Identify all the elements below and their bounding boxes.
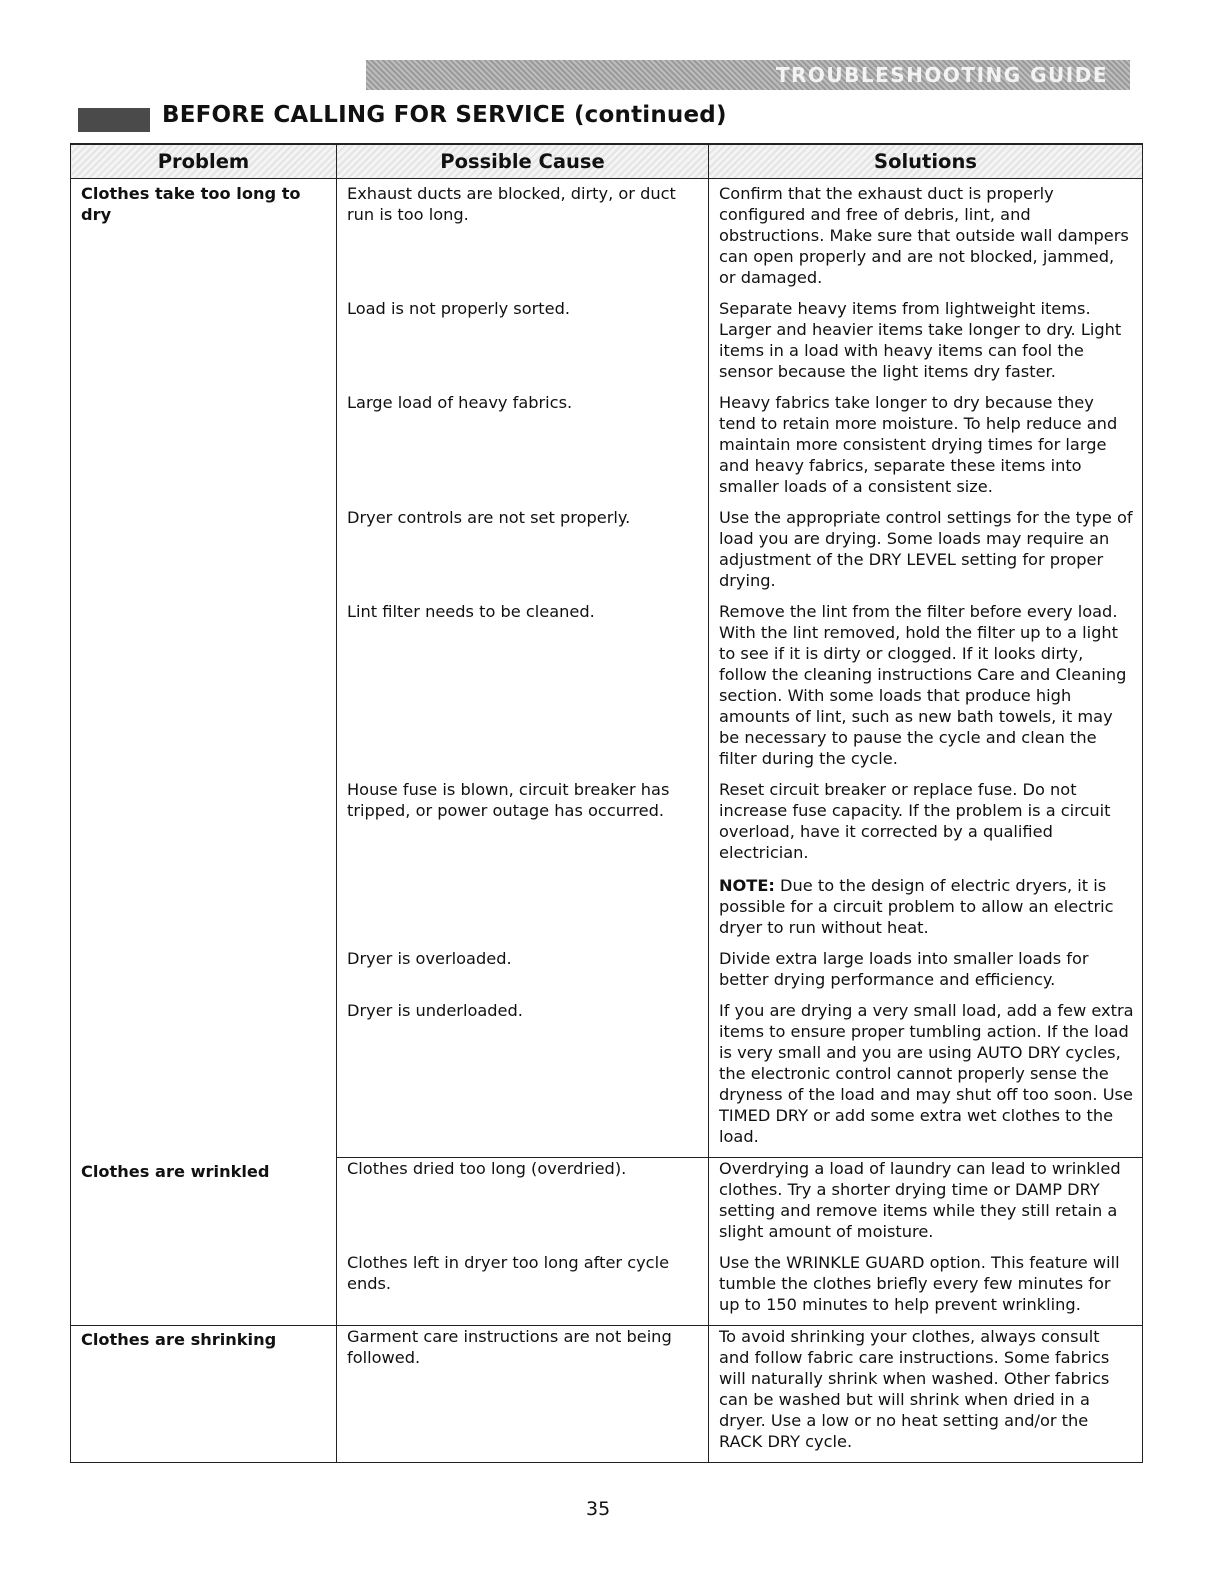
cause-cell: Load is not properly sorted. [337,298,709,392]
problem-cell: Clothes are wrinkled [71,1158,337,1326]
section-banner [366,60,1130,90]
cause-cell: Large load of heavy fabrics. [337,392,709,507]
note-label: NOTE: [719,876,775,895]
solution-cell: Separate heavy items from lightweight items. Larger and heavier items take longer to dry. Light items in a load with heavy items can fool the sensor because the light items dry faster. [709,298,1143,392]
page-number: 35 [586,1498,611,1520]
column-header-cause: Possible Cause [337,144,709,179]
problem-cell: Clothes are shrinking [71,1326,337,1463]
cause-cell: Clothes left in dryer too long after cycle ends. [337,1252,709,1326]
solution-cell: Overdrying a load of laundry can lead to wrinkled clothes. Try a shorter drying time or DAMP DRY setting and remove items while they still retain a slight amount of moisture. [709,1158,1143,1253]
note-text: Due to the design of electric dryers, it is possible for a circuit problem to allow an electric dryer to run without heat. [719,876,1114,937]
section-marker [78,108,150,132]
solution-cell: Use the WRINKLE GUARD option. This feature will tumble the clothes briefly every few minutes for up to 150 minutes to help prevent wrinkling. [709,1252,1143,1326]
solution-cell: Use the appropriate control settings for the type of load you are drying. Some loads may require an adjustment of the DRY LEVEL setting for proper drying. [709,507,1143,601]
cause-cell: Dryer is underloaded. [337,1000,709,1158]
solution-text: Reset circuit breaker or replace fuse. Do not increase fuse capacity. If the problem is a circuit overload, have it corrected by a qualified electrician. [719,780,1111,862]
cause-cell: Garment care instructions are not being followed. [337,1326,709,1463]
banner-title: TROUBLESHOOTING GUIDE [775,63,1108,87]
problem-cell: Clothes take too long to dry [71,179,337,1158]
column-header-solutions: Solutions [709,144,1143,179]
solution-cell: Divide extra large loads into smaller loads for better drying performance and efficiency. [709,948,1143,1000]
column-header-problem: Problem [71,144,337,179]
table-row [71,1158,1143,1253]
note-paragraph [719,875,1134,938]
page-title: BEFORE CALLING FOR SERVICE (continued) [162,102,727,128]
solution-cell: Heavy fabrics take longer to dry because they tend to retain more moisture. To help reduce and maintain more consistent drying times for large and heavy fabrics, separate these items into smaller loads of a consistent size. [709,392,1143,507]
cause-cell: Lint filter needs to be cleaned. [337,601,709,779]
solution-cell: Remove the lint from the filter before every load. With the lint removed, hold the filter up to a light to see if it is dirty or clogged. If it looks dirty, follow the cleaning instructions Care and Cleaning section. With some loads that produce high amounts of lint, such as new bath towels, it may be necessary to pause the cycle and clean the filter during the cycle. [709,601,1143,779]
cause-cell: Dryer controls are not set properly. [337,507,709,601]
cause-cell: Exhaust ducts are blocked, dirty, or duct run is too long. [337,179,709,299]
table-header-row [71,144,1143,179]
cause-cell: Clothes dried too long (overdried). [337,1158,709,1253]
cause-cell: House fuse is blown, circuit breaker has tripped, or power outage has occurred. [337,779,709,948]
solution-cell: To avoid shrinking your clothes, always consult and follow fabric care instructions. Some fabrics will naturally shrink when washed. Other fabrics can be washed but will shrink when dried in a dryer. Use a low or no heat setting and/or the RACK DRY cycle. [709,1326,1143,1463]
table-row [71,179,1143,299]
solution-cell: Confirm that the exhaust duct is properly configured and free of debris, lint, and obstructions. Make sure that outside wall dampers can open properly and are not blocked, jammed, or damaged. [709,179,1143,299]
troubleshooting-table [70,143,1143,1463]
table-row [71,1326,1143,1463]
solution-cell [709,779,1143,948]
solution-cell: If you are drying a very small load, add a few extra items to ensure proper tumbling action. If the load is very small and you are using AUTO DRY cycles, the electronic control cannot properly sense the dryness of the load and may shut off too soon. Use TIMED DRY or add some extra wet clothes to the load. [709,1000,1143,1158]
cause-cell: Dryer is overloaded. [337,948,709,1000]
